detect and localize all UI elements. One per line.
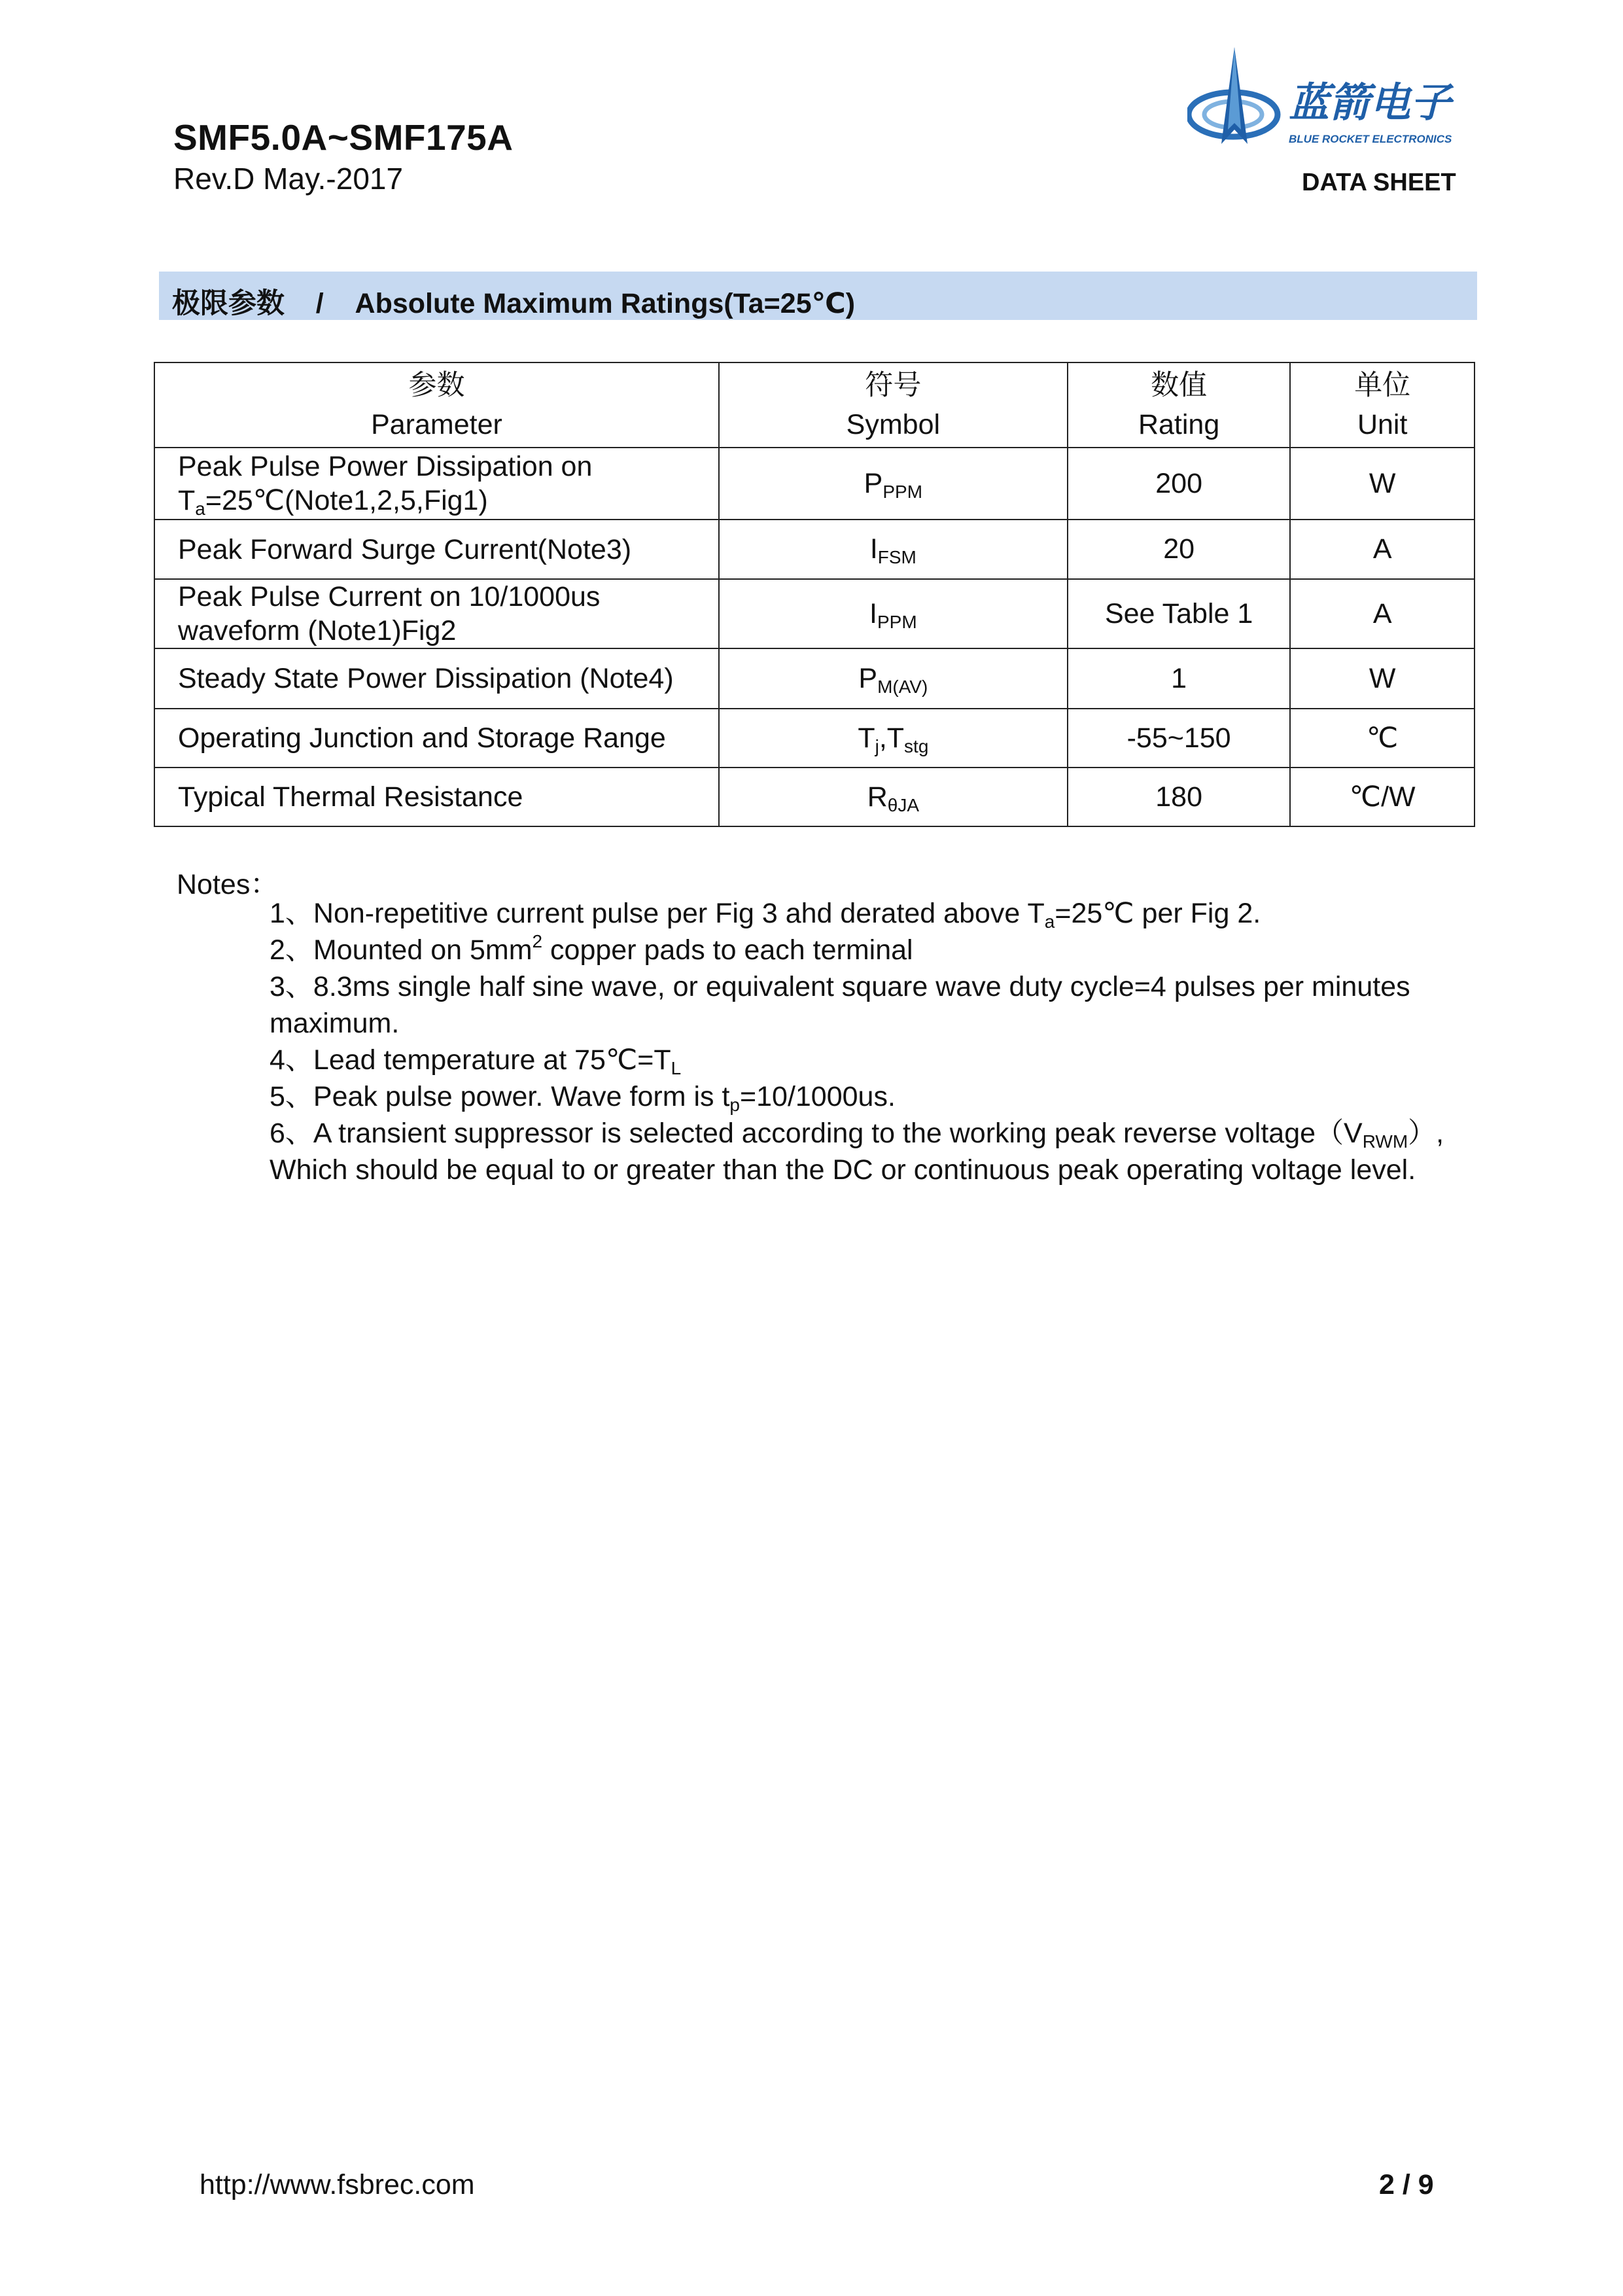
table-row <box>154 768 1475 826</box>
ratings-table <box>154 362 1475 827</box>
table-row <box>154 648 1475 709</box>
note-6: 6、A transient suppressor is selected according to the working peak reverse $voltage(V_{RWM})$, <box>270 1118 1444 1152</box>
param-cell: Peak Forward Surge Current(Note3) <box>154 520 719 579</box>
symbol-cell: $T_j,T_{stg}$ <box>719 709 1068 768</box>
unit-cell: A <box>1290 520 1475 579</box>
header-rating: 数值 Rating <box>1068 362 1291 448</box>
unit-cell: ℃/W <box>1290 768 1475 826</box>
rating-cell: 20 <box>1068 520 1291 579</box>
param-cell: Peak Pulse Current on 10/1000us waveform (Note1)Fig2 <box>154 579 719 648</box>
company-logo <box>1187 46 1475 167</box>
doc-type-label: DATA SHEET <box>1302 169 1456 196</box>
param-cell: Operating Junction and Storage Range <box>154 709 719 768</box>
section-header <box>159 272 1477 320</box>
note-4: 4、Lead temperature at $75℃=T_L$ <box>270 1044 682 1078</box>
rating-cell: 200 <box>1068 448 1291 520</box>
table-row <box>154 579 1475 648</box>
page-number: 2 / 9 <box>1379 2169 1434 2200</box>
note-1: 1、Non-repetitive current pulse per Fig 3 ahd derated above $T_a=25℃$ per Fig 2. <box>270 898 1261 932</box>
unit-cell: W <box>1290 648 1475 709</box>
symbol-cell: $P_{M(AV)}$ <box>719 648 1068 709</box>
table-row <box>154 448 1475 520</box>
table-header-row <box>154 362 1475 448</box>
logo-en-text: BLUE ROCKET ELECTRONICS <box>1289 133 1452 145</box>
header-unit: 单位 Unit <box>1290 362 1475 448</box>
unit-cell: A <box>1290 579 1475 648</box>
rating-cell: -55~150 <box>1068 709 1291 768</box>
table-row <box>154 520 1475 579</box>
footer-url[interactable]: http://www.fsbrec.com <box>200 2169 475 2200</box>
document-title: SMF5.0A~SMF175A <box>173 117 514 158</box>
unit-cell: W <box>1290 448 1475 520</box>
notes-title: Notes： <box>177 869 279 900</box>
param-cell: Peak Pulse Power Dissipation on $T_a=25℃(Note1,2,5,Fig1)$ <box>154 448 719 520</box>
param-cell: Steady State Power Dissipation (Note4) <box>154 648 719 709</box>
header-parameter: 参数 Parameter <box>154 362 719 448</box>
symbol-cell: $I_{FSM}$ <box>719 520 1068 579</box>
logo-cn-text: 蓝箭电子 <box>1289 80 1452 126</box>
symbol-cell: $P_{PPM}$ <box>719 448 1068 520</box>
revision-label: Rev.D May.-2017 <box>173 162 404 196</box>
rating-cell: 1 <box>1068 648 1291 709</box>
rating-cell: See Table 1 <box>1068 579 1291 648</box>
rating-cell: 180 <box>1068 768 1291 826</box>
symbol-cell: $R_{\theta JA}$ <box>719 768 1068 826</box>
symbol-cell: $I_{PPM}$ <box>719 579 1068 648</box>
note-2: 2、Mounted on $5mm^2$ copper pads to each terminal <box>270 931 913 966</box>
param-cell: Typical Thermal Resistance <box>154 768 719 826</box>
section-title: 极限参数 / Absolute Maximum Ratings(Ta=25℃) <box>172 288 856 319</box>
header-symbol: 符号 Symbol <box>719 362 1068 448</box>
unit-cell: ℃ <box>1290 709 1475 768</box>
note-3: 3、8.3ms single half sine wave, or equivalent square wave duty cycle=4 pulses per minutes <box>270 971 1410 1002</box>
notes-list <box>270 895 1473 1188</box>
note-5: 5、Peak pulse power. Wave form is $t_p=10/1000us$. <box>270 1081 896 1115</box>
note-6-cont: Which should be equal to or greater than the DC or continuous peak operating voltage level. <box>270 1154 1416 1186</box>
note-3-cont: maximum. <box>270 1008 400 1039</box>
table-row <box>154 709 1475 768</box>
